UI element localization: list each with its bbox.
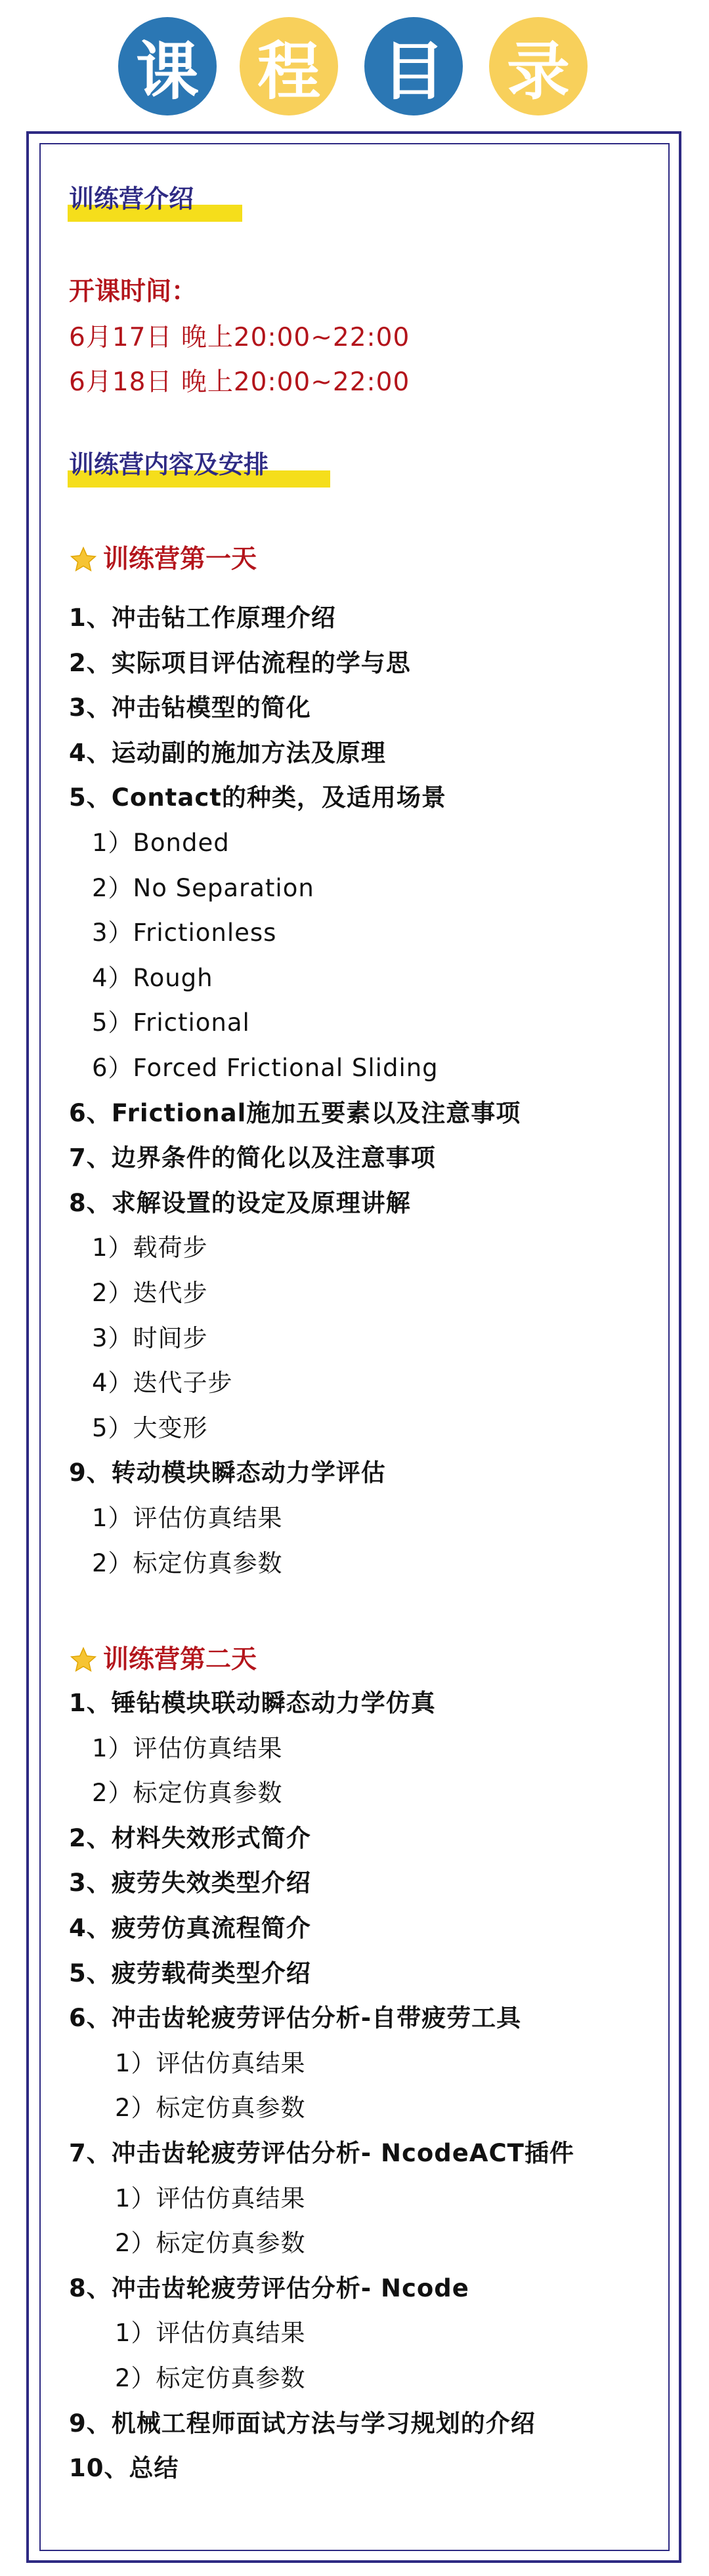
list-item: 8、求解设置的设定及原理讲解 — [69, 1188, 411, 1217]
day1-title: 训练营第一天 — [69, 543, 257, 576]
list-item: 2）标定仿真参数 — [115, 2094, 306, 2123]
list-item: 5）大变形 — [92, 1413, 208, 1442]
list-item: 1）评估仿真结果 — [115, 2048, 306, 2077]
list-item: 1）载荷步 — [92, 1234, 208, 1262]
list-item: 5）Frictional — [92, 1008, 250, 1037]
list-item: 3）时间步 — [92, 1323, 208, 1352]
list-item: 2、材料失效形式简介 — [69, 1823, 311, 1852]
section-title-intro: 训练营介绍 — [69, 184, 194, 214]
list-item: 1）评估仿真结果 — [92, 1734, 283, 1762]
list-item: 6）Forced Frictional Sliding — [92, 1054, 439, 1082]
star-icon — [69, 545, 98, 574]
list-item: 2）标定仿真参数 — [115, 2364, 306, 2392]
list-item: 2）标定仿真参数 — [115, 2229, 306, 2258]
section-title-content: 训练营内容及安排 — [69, 449, 269, 480]
list-item: 9、机械工程师面试方法与学习规划的介绍 — [69, 2409, 536, 2438]
list-item: 4、疲劳仿真流程简介 — [69, 1914, 311, 1942]
list-item: 10、总结 — [69, 2454, 179, 2483]
list-item: 7、冲击齿轮疲劳评估分析- NcodeACT插件 — [69, 2139, 574, 2167]
list-item: 2）标定仿真参数 — [92, 1779, 283, 1808]
list-item: 2、实际项目评估流程的学与思 — [69, 648, 411, 677]
header-char-4: 录 — [489, 17, 588, 115]
header-char-1: 课 — [118, 17, 217, 115]
list-item: 3）Frictionless — [92, 919, 277, 947]
header-char-2: 程 — [240, 17, 338, 115]
day2-title: 训练营第二天 — [69, 1644, 257, 1676]
list-item: 4）迭代子步 — [92, 1369, 233, 1398]
list-item: 5、疲劳载荷类型介绍 — [69, 1959, 311, 1987]
list-item: 1）评估仿真结果 — [115, 2319, 306, 2348]
star-icon — [69, 1646, 98, 1674]
list-item: 1、冲击钻工作原理介绍 — [69, 604, 336, 632]
list-item: 2）标定仿真参数 — [92, 1548, 283, 1577]
list-item: 2）No Separation — [92, 873, 314, 902]
schedule-time-2: 6月18日 晚上20:00~22:00 — [69, 367, 410, 397]
list-item: 7、边界条件的简化以及注意事项 — [69, 1144, 436, 1173]
list-item: 5、Contact的种类，及适用场景 — [69, 783, 446, 812]
header — [0, 0, 709, 131]
list-item: 4、运动副的施加方法及原理 — [69, 738, 386, 767]
list-item: 6、Frictional施加五要素以及注意事项 — [69, 1098, 521, 1127]
list-item: 3、疲劳失效类型介绍 — [69, 1869, 311, 1898]
header-char-3: 目 — [364, 17, 463, 115]
schedule-label: 开课时间： — [69, 277, 198, 306]
list-item: 4）Rough — [92, 963, 213, 992]
list-item: 6、冲击齿轮疲劳评估分析-自带疲劳工具 — [69, 2004, 522, 2033]
schedule-time-1: 6月17日 晚上20:00~22:00 — [69, 323, 410, 352]
list-item: 1、锤钻模块联动瞬态动力学仿真 — [69, 1689, 436, 1717]
list-item: 1）Bonded — [92, 829, 230, 857]
list-item: 9、转动模块瞬态动力学评估 — [69, 1459, 386, 1487]
list-item: 1）评估仿真结果 — [92, 1504, 283, 1532]
list-item: 8、冲击齿轮疲劳评估分析- Ncode — [69, 2274, 469, 2302]
list-item: 2）迭代步 — [92, 1279, 208, 1307]
list-item: 3、冲击钻模型的简化 — [69, 694, 311, 722]
list-item: 1）评估仿真结果 — [115, 2184, 306, 2212]
